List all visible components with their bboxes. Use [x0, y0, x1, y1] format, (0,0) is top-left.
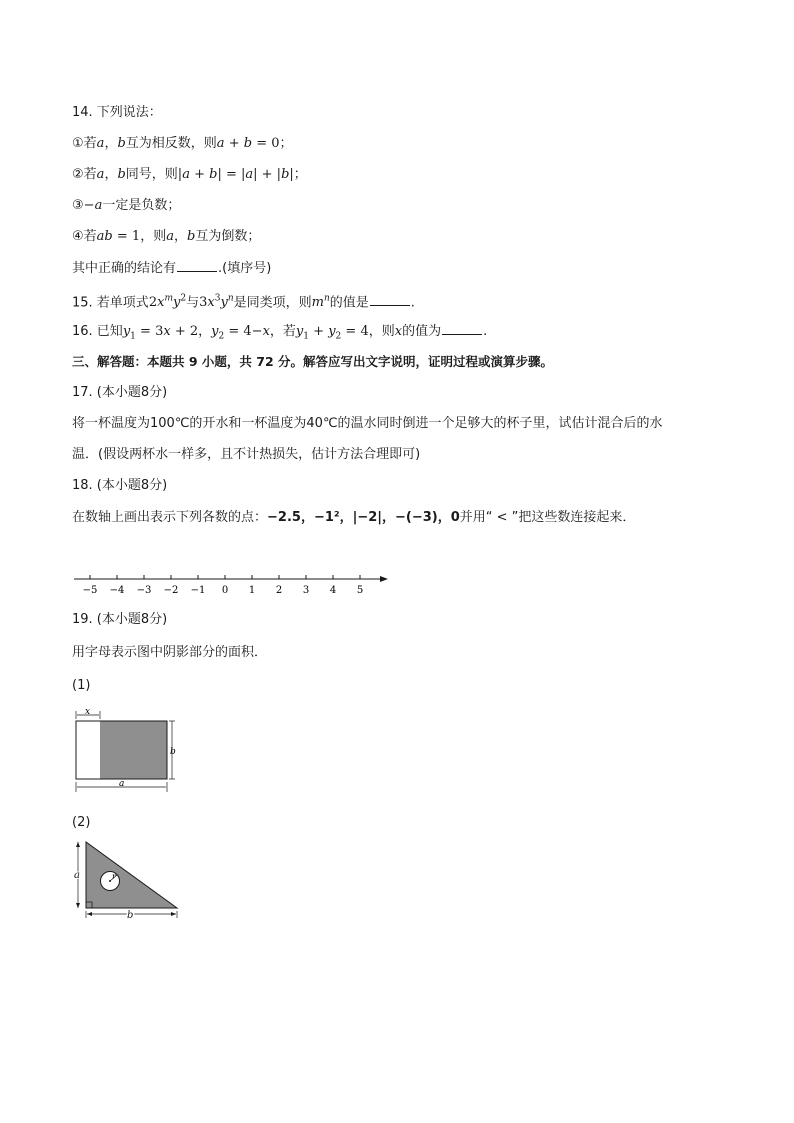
number-line-arrow [380, 576, 388, 582]
q14-statement-2: ②若a，b同号，则|a + b| = |a| + |b|； [72, 167, 307, 182]
circled-1: ① [72, 136, 84, 151]
label-a: a [74, 870, 80, 881]
label-a: a [119, 779, 125, 789]
tick-label: 3 [302, 585, 310, 596]
tick-label: 4 [329, 585, 337, 596]
shaded-triangle [86, 842, 177, 908]
tick-label: 2 [275, 585, 283, 596]
q14-title: 14. 下列说法： [72, 105, 162, 120]
q15: 15. 若单项式$2x^my^2$与$3x^3y^n$是同类项，则$m^n$的值是 . [72, 294, 415, 311]
q14-statement-4: ④若ab = 1，则a，b互为倒数； [72, 229, 261, 244]
q19-body: 用字母表示图中阴影部分的面积． [72, 645, 268, 660]
label-r: r [112, 872, 116, 881]
label-b: b [127, 910, 134, 920]
label-x: x [85, 707, 91, 717]
q19-part2-label: (2) [72, 815, 91, 830]
q18-title: 18. (本小题8分) [72, 478, 168, 493]
answer-blank[interactable] [370, 293, 410, 306]
q14-statement-3: ③−a一定是负数； [72, 198, 181, 213]
number-line [70, 568, 395, 600]
q19-title: 19. (本小题8分) [72, 612, 168, 627]
circled-3: ③ [72, 198, 84, 213]
tick-label: 0 [221, 585, 229, 596]
shaded-region [100, 721, 167, 779]
q14-conclusion: 其中正确的结论有 .(填序号) [72, 261, 272, 276]
tick-label: −5 [82, 585, 98, 596]
tick-label: 1 [248, 585, 256, 596]
q19-part1-label: (1) [72, 678, 91, 693]
q14-statement-1: ①若a，b互为相反数，则a + b = 0； [72, 136, 293, 151]
tick-label: −2 [163, 585, 179, 596]
tick-label: −1 [190, 585, 206, 596]
q18-body: 在数轴上画出表示下列各数的点：−2.5，−1²，|−2|，−(−3)，0并用“ < ”把这些数连接起来． [72, 510, 636, 525]
q16: 16. 已知$y_1 = 3x + 2$，$y_2 = 4-x$，若$y_1 + y_2 = 4$，则x的值为 . [72, 324, 488, 342]
q17-body-line2: 温．(假设两杯水一样多，且不计热损失，估计方法合理即可) [72, 447, 421, 462]
figure-2-triangle [70, 838, 182, 920]
q17-body-line1: 将一杯温度为100℃的开水和一杯温度为40℃的温水同时倒进一个足够大的杯子里，试估计混合后的水 [72, 416, 663, 431]
q17-title: 17. (本小题8分) [72, 385, 168, 400]
section-heading: 三、解答题：本题共 9 小题，共 72 分。解答应写出文字说明，证明过程或演算步骤。 [72, 354, 554, 369]
tick-label: −3 [136, 585, 152, 596]
tick-label: −4 [109, 585, 125, 596]
circled-2: ② [72, 167, 84, 182]
circled-4: ④ [72, 229, 84, 244]
figure-1-rectangle [70, 706, 182, 794]
tick-label: 5 [356, 585, 364, 596]
label-b: b [170, 747, 176, 757]
answer-blank[interactable] [442, 322, 482, 335]
answer-blank[interactable] [177, 259, 217, 272]
